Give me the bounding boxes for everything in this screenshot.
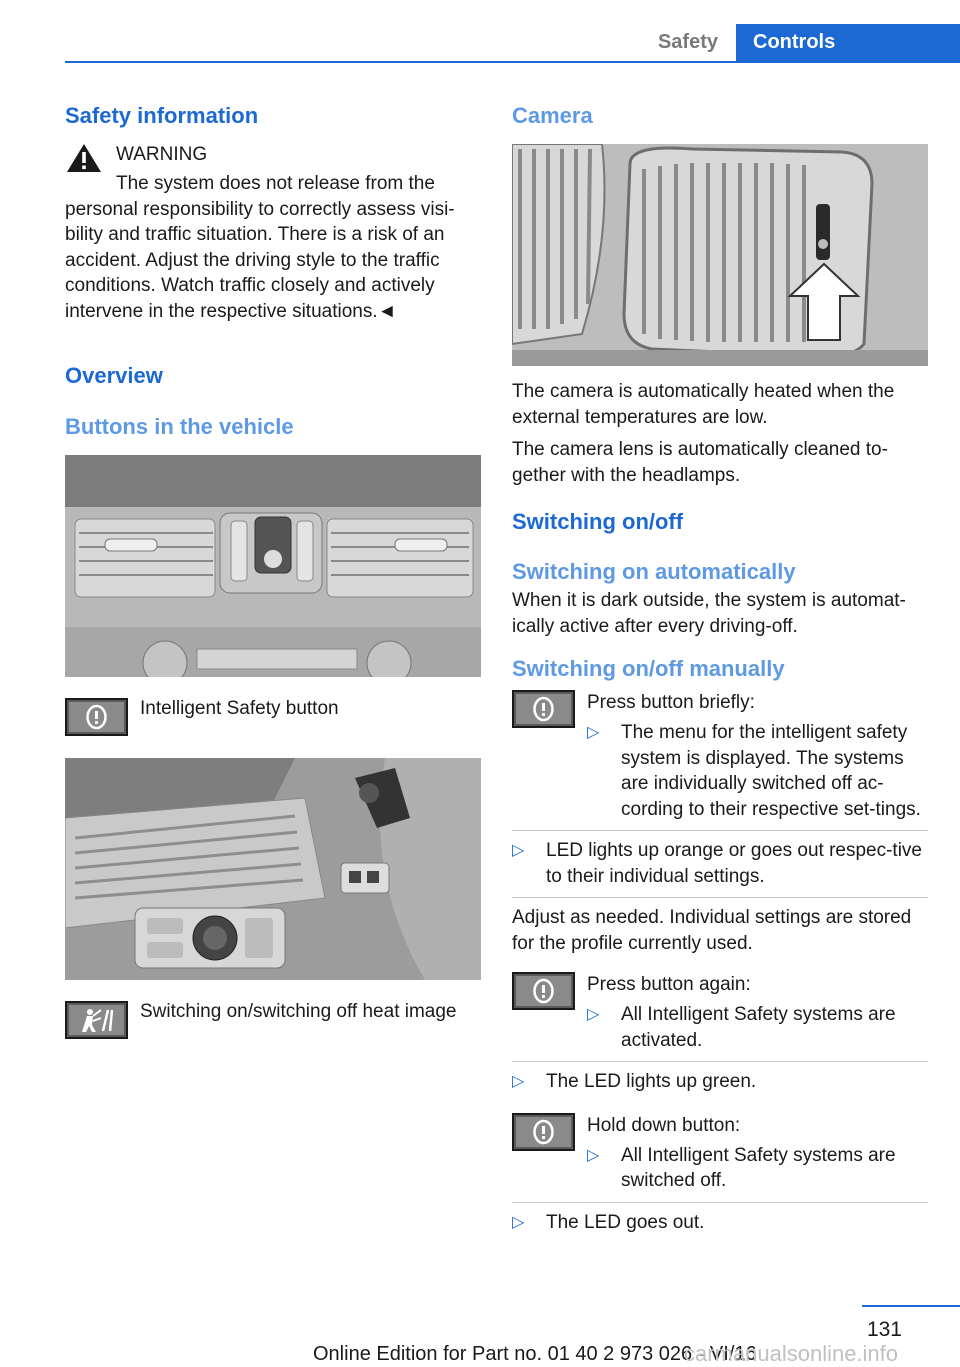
bullet-item: ▷ The menu for the intelligent safety system is displayed. The systems are individually switched off ac‐cording to their respective set‐tings. — [587, 722, 921, 820]
camera-paragraph-2: The camera lens is automatically cleaned to‐gether with the headlamps. — [512, 439, 888, 486]
intelligent-safety-button-icon — [512, 690, 575, 728]
switching-on-off-heading: Switching on/off — [512, 509, 684, 534]
step-press-briefly — [512, 688, 928, 822]
intelligent-safety-button-icon — [65, 698, 128, 736]
bullet-item: ▷ All Intelligent Safety systems are activated. — [587, 1004, 896, 1051]
tab-controls[interactable]: Controls — [736, 24, 960, 61]
intelligent-safety-button-row — [65, 698, 481, 744]
bullet-triangle-icon: ▷ — [587, 1006, 600, 1023]
separator — [512, 1061, 928, 1062]
tab-safety[interactable]: Safety — [657, 31, 718, 53]
camera-paragraph-1: The camera is automatically heated when the external temperatures are low. — [512, 381, 895, 428]
separator — [512, 830, 928, 831]
separator — [512, 1202, 928, 1203]
bullet-item: ▷ The LED goes out. — [512, 1210, 928, 1236]
bullet-triangle-icon: ▷ — [512, 1213, 525, 1231]
heat-image-button-label: Switching on/switching off heat image — [140, 1001, 457, 1022]
bullet-item: ▷ LED lights up orange or goes out respec‐tive to their individual settings. — [512, 840, 922, 887]
warning-text: The system does not release from the personal responsibility to correctly assess visi‐bility and traffic situation. There is a risk of an accident. Adjust the driving style to the traffic conditions. Watch traffic closely and actively intervene in the respective situations.◄ — [65, 173, 455, 322]
bullet-triangle-icon: ▷ — [587, 1146, 600, 1164]
bullet-triangle-icon: ▷ — [512, 1073, 525, 1090]
step-hold-down — [512, 1111, 928, 1194]
left-column — [65, 100, 481, 1047]
watermark: carmanualsonline.info — [684, 1341, 899, 1366]
switching-on-automatically-text: When it is dark outside, the system is automat‐ically active after every driving-off. — [512, 590, 906, 637]
separator — [512, 897, 928, 898]
step-press-again-label: Press button again: — [587, 974, 751, 995]
footer-rule — [862, 1305, 960, 1307]
step-press-again — [512, 970, 928, 1053]
intelligent-safety-button-icon — [512, 1113, 575, 1151]
heat-image-button-row — [65, 1001, 481, 1047]
right-column — [512, 100, 928, 1235]
bullet-triangle-icon: ▷ — [512, 842, 525, 859]
switching-on-automatically-heading: Switching on automatically — [512, 559, 796, 584]
step-press-briefly-label: Press button briefly: — [587, 692, 755, 713]
safety-information-heading: Safety information — [65, 103, 259, 128]
intelligent-safety-button-icon — [512, 972, 575, 1010]
warning-label: WARNING — [116, 144, 208, 165]
warning-icon — [65, 141, 103, 175]
night-vision-button-icon — [65, 1001, 128, 1039]
edition-note: Online Edition for Part no. 01 40 2 973 026 - VI/16 — [313, 1343, 757, 1365]
bullet-item: ▷ All Intelligent Safety systems are switched off. — [587, 1144, 896, 1191]
intelligent-safety-button-label: Intelligent Safety button — [140, 698, 339, 719]
page-number: 131 — [866, 1318, 902, 1341]
header-rule — [65, 61, 960, 63]
step-hold-down-label: Hold down button: — [587, 1114, 741, 1136]
bullet-item: ▷ The LED lights up green. — [512, 1069, 928, 1095]
bullet-triangle-icon: ▷ — [587, 724, 600, 741]
switching-manually-heading: Switching on/off manually — [512, 656, 785, 681]
console-vents-photo — [65, 455, 481, 677]
camera-heading: Camera — [512, 103, 593, 128]
adjust-text: Adjust as needed. Individual settings are stored for the profile currently used. — [512, 907, 912, 954]
warning-block — [65, 139, 481, 324]
buttons-in-vehicle-heading: Buttons in the vehicle — [65, 414, 294, 439]
kidney-grille-camera-photo — [512, 144, 928, 366]
light-switch-photo — [65, 758, 481, 980]
overview-heading: Overview — [65, 363, 163, 388]
